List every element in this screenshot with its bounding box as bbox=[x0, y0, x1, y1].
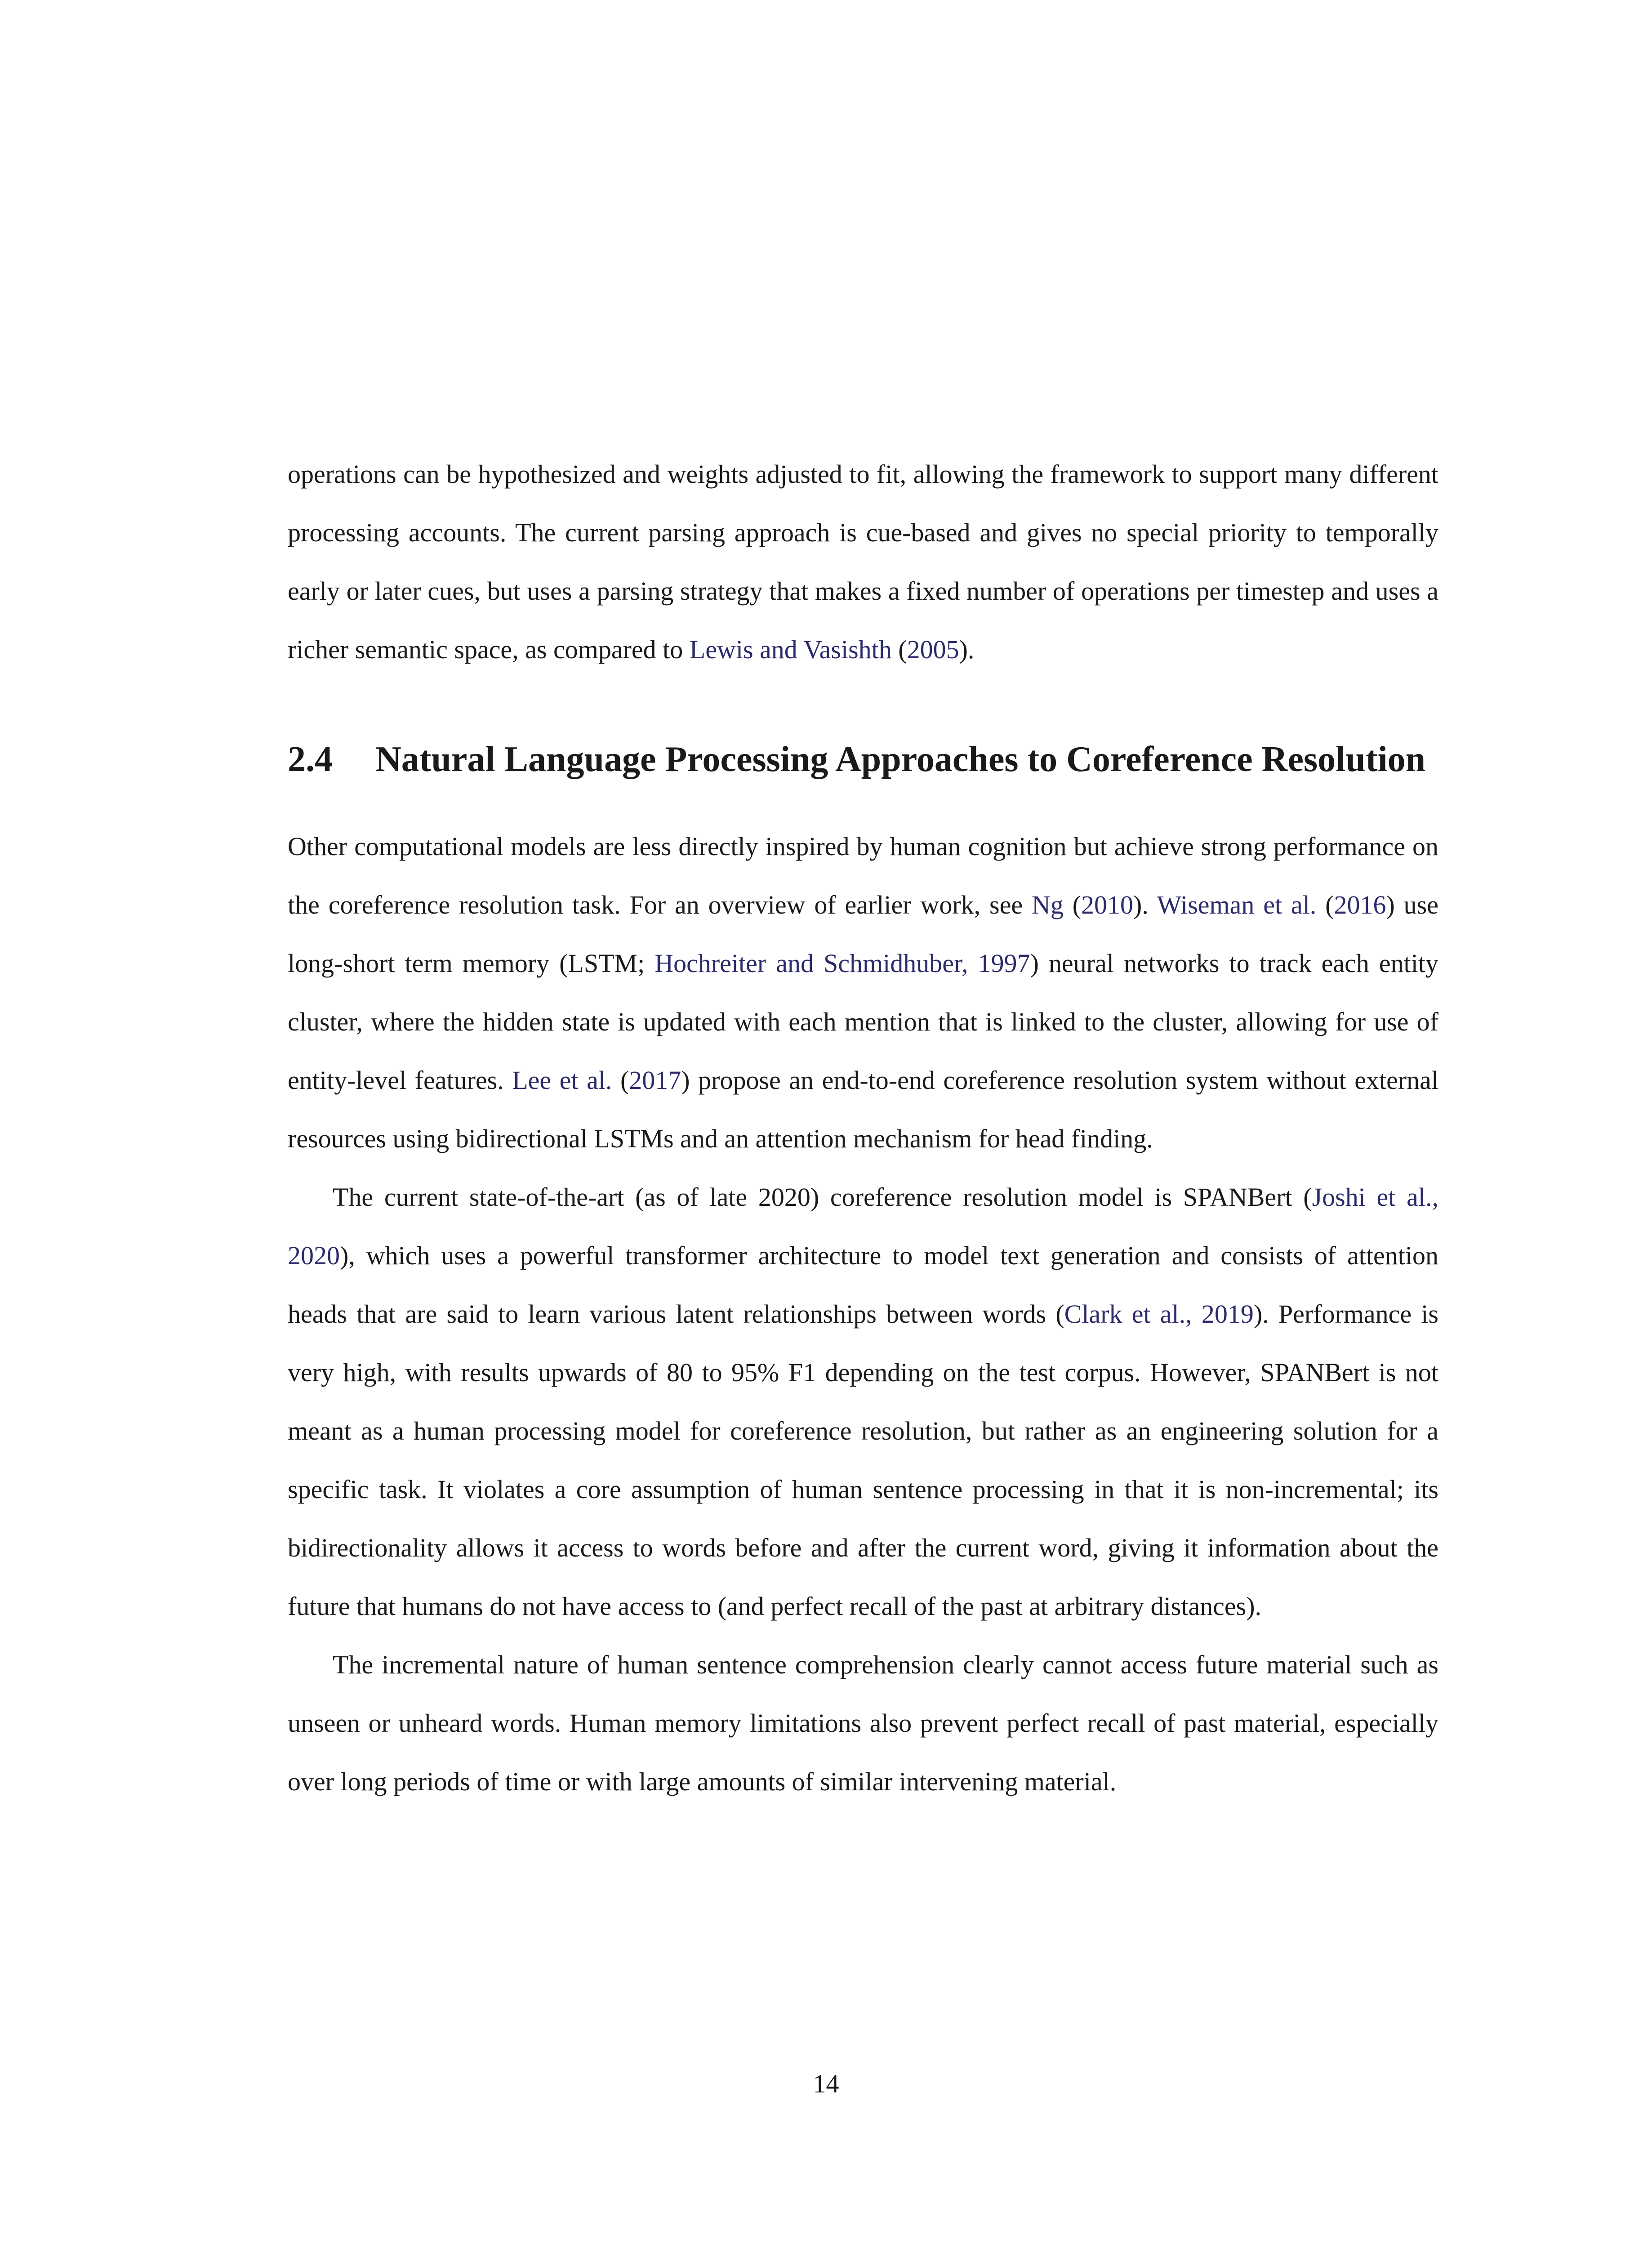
citation-link[interactable]: Lewis and Vasishth bbox=[689, 635, 892, 664]
citation-year-link[interactable]: 2010 bbox=[1081, 890, 1134, 919]
paragraph-nlp-models bbox=[288, 817, 1438, 1168]
paragraph-text: The current state-of-the-art (as of late 2020) coreference resolution model is SPANBert ( bbox=[333, 1182, 1312, 1212]
citation-link[interactable]: Lee et al. bbox=[512, 1066, 612, 1095]
paragraph-text: The incremental nature of human sentence comprehension clearly cannot access future material such as unseen or unheard words. Human memory limitations also prevent perfect recall of past material, especially over long periods of time or with large amounts of similar intervening material. bbox=[288, 1650, 1438, 1796]
paragraph-text: ) use long-short term memory (LSTM; bbox=[288, 890, 1438, 978]
paragraph-text: operations can be hypothesized and weights adjusted to fit, allowing the framework to support many different processing accounts. The current parsing approach is cue-based and gives no special priority to temporally early or later cues, but uses a parsing strategy that makes a fixed number of operations per timestep and uses a richer semantic space, as compared to bbox=[288, 459, 1438, 664]
paragraph-text: ( bbox=[1316, 890, 1334, 919]
paragraph-text: ) neural networks to track each entity cluster, where the hidden state is updated with each mention that is linked to the cluster, allowing for use of entity-level features. bbox=[288, 949, 1438, 1095]
citation-year-link[interactable]: 2016 bbox=[1334, 890, 1386, 919]
paragraph-continuation bbox=[288, 445, 1438, 679]
citation-link[interactable]: Clark et al., 2019 bbox=[1064, 1299, 1254, 1329]
paragraph-text: ( bbox=[612, 1066, 629, 1095]
paragraph-text: ( bbox=[1063, 890, 1082, 919]
citation-link[interactable]: Ng bbox=[1031, 890, 1064, 919]
paragraph-text: Other computational models are less directly inspired by human cognition but achieve strong performance on the coreference resolution task. For an overview of earlier work, see bbox=[288, 832, 1438, 919]
citation-year-link[interactable]: 2005 bbox=[907, 635, 959, 664]
paragraph-incremental bbox=[288, 1636, 1438, 1811]
section-title: Natural Language Processing Approaches to Coreference Resolution bbox=[375, 740, 1426, 779]
paragraph-text: ), which uses a powerful transformer architecture to model text generation and consists of attention heads that are said to learn various latent relationships between words ( bbox=[288, 1241, 1438, 1329]
section-heading bbox=[288, 679, 1438, 817]
citation-link[interactable]: Wiseman et al. bbox=[1157, 890, 1317, 919]
paragraph-text: ). bbox=[959, 635, 975, 664]
paragraph-text: ) propose an end-to-end coreference resolution system without external resources using bidirectional LSTMs and an attention mechanism for head finding. bbox=[288, 1066, 1438, 1153]
paragraph-text: ). bbox=[1133, 890, 1157, 919]
citation-link[interactable]: Joshi et al., 2020 bbox=[288, 1182, 1438, 1270]
section-number: 2.4 bbox=[288, 740, 333, 779]
paragraph-text: ). Performance is very high, with results upwards of 80 to 95% F1 depending on the test corpus. However, SPANBert is not meant as a human processing model for coreference resolution, but rather as an engineering solution for a specific task. It violates a core assumption of human sentence processing in that it is non-incremental; its bidirectionality allows it access to words before and after the current word, giving it information about the future that humans do not have access to (and perfect recall of the past at arbitrary distances). bbox=[288, 1299, 1438, 1621]
citation-link[interactable]: Hochreiter and Schmidhuber, 1997 bbox=[655, 949, 1030, 978]
paragraph-text: ( bbox=[891, 635, 907, 664]
page-body bbox=[288, 445, 1438, 1811]
citation-year-link[interactable]: 2017 bbox=[629, 1066, 681, 1095]
page-number: 14 bbox=[813, 2069, 839, 2098]
paragraph-spanbert bbox=[288, 1168, 1438, 1636]
